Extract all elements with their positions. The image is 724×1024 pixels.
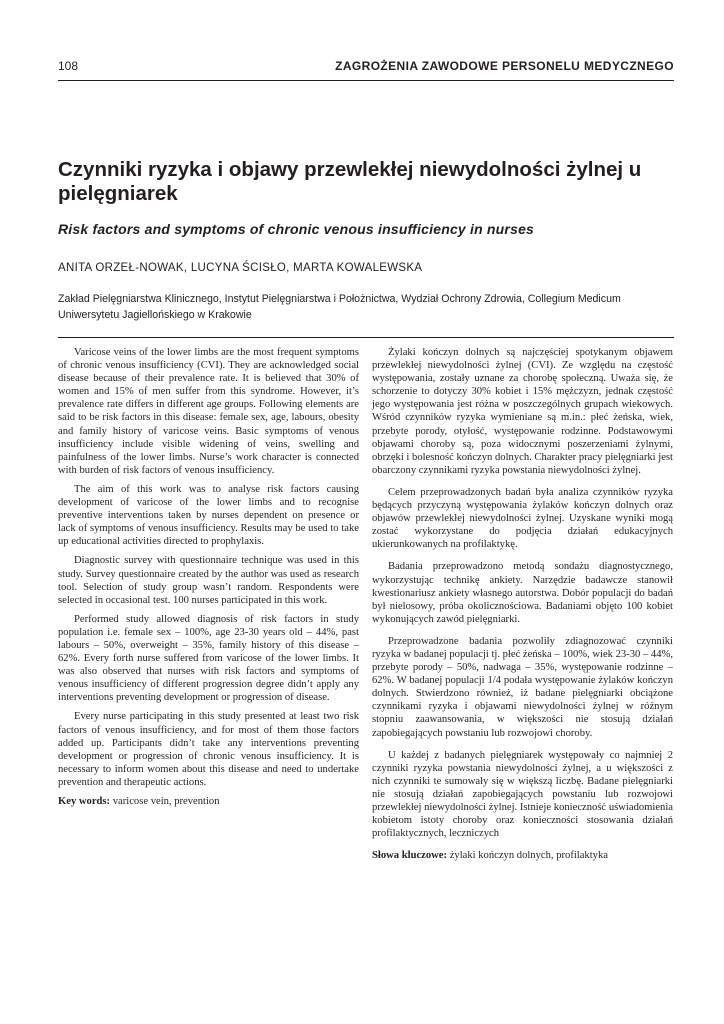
- abstract-en-paragraph: Every nurse participating in this study presented at least two risk factors of venous insufficiency, and for most of them those factors added up. Participants didn’t take any interventions preventing development or progression of chronic venous insufficiency. It is necessary to inform women about this disease and need to undertake prevention and therapeutic actions.: [58, 711, 359, 788]
- article-title-english: Risk factors and symptoms of chronic venous insufficiency in nurses: [58, 221, 535, 237]
- abstract-en-paragraph: Performed study allowed diagnosis of risk factors in study population i.e. female sex – 100%, age 23-30 years old – 44%, past labours – 50%, overweight – 35%, family history of this disease – 62%. Every forth nurse suffered from varicose of the lower limbs. It was also observed that nurses with risk factors and symptoms of venous insufficiency of different progression degree didn’t apply any interventions preventing development or progression of disease.: [58, 613, 359, 704]
- abstract-en-paragraph: The aim of this work was to analyse risk factors causing development of varicose of the lower limbs and to recognise preventive interventions taken by nurses dependent on presence or lack of symptoms of venous insufficiency. Results may be used to take up educational activities directed to prophylaxis.: [58, 483, 359, 548]
- abstract-pl-paragraph: Żylaki kończyn dolnych są najczęściej spotykanym objawem przewlekłej niewydolności żylnej (CVI). Ze względu na częstość występowania, zostały uznane za chorobę społeczną. Uważa się, że schorzenie to dotyczy 30% kobiet i 15% mężczyzn, jednak częstość jego występowania jest różna w poszczególnych grupach wiekowych. Wśród czynników ryzyka wymieniane są m.in.: płeć żeńska, wiek, przebyte porody, otyłość, występowanie rodzinne. Podstawowymi objawami choroby są, poza widocznymi poszerzeniami żylnymi, obrzęki i bolesność kończyn dolnych. Charakter pracy pielęgniarki jest obarczony czynnikami ryzyka powstania niewydolności żylnej.: [372, 347, 673, 476]
- keywords-label-english: Key words:: [58, 796, 111, 807]
- abstract-english-column: [58, 346, 359, 814]
- keywords-english: [58, 795, 359, 808]
- article-title-polish: Czynniki ryzyka i objawy przewlekłej niewydolności żylnej u pielęgniarek: [58, 158, 642, 205]
- keywords-label-polish: Słowa kluczowe:: [372, 850, 448, 862]
- keywords-value-english: varicose vein, prevention: [112, 796, 220, 807]
- abstract-pl-paragraph: Celem przeprowadzonych badań była analiza czynników ryzyka będących przyczyną występowania żylaków kończyn dolnych oraz objawów przewlekłej niewydolności żylnej. Uzyskane wyniki mogą zostać wykorzystane do podjęcia działań edukacyjnych ukierunkowanych na profilaktykę.: [372, 486, 673, 551]
- abstract-polish-column: [372, 346, 673, 871]
- section-divider: [58, 337, 674, 338]
- author-affiliation: Zakład Pielęgniarstwa Klinicznego, Instytut Pielęgniarstwa i Położnictwa, Wydział Ochrony Zdrowia, Collegium Medicum Uniwersytetu Jagiellońskiego w Krakowie: [58, 293, 621, 321]
- abstract-pl-paragraph: U każdej z badanych pielęgniarek występowały co najmniej 2 czynniki ryzyka powstania niewydolności żylnej, a u większości z nich czynniki te sumowały się w większą liczbę. Badane pielęgniarki nie stosują działań zapobiegających powstaniu lub rozwojowi przewlekłej niewydolności żylnej. Istnieje konieczność uświadomienia kobietom istoty choroby oraz konieczności stosowania działań profilaktycznych, leczniczych: [372, 749, 673, 840]
- abstract-en-paragraph: Diagnostic survey with questionnaire technique was used in this study. Survey questionnaire created by the author was used as research tool. Selection of study group wasn’t random. Respondents were selected in occasional test. 100 nurses participated in this work.: [58, 555, 359, 606]
- abstract-pl-paragraph: Badania przeprowadzono metodą sondażu diagnostycznego, wykorzystując technikę ankiety. Narzędzie badawcze stanowił kwestionariusz ankiety własnego autorstwa. Dobór populacji do badań był nielosowy, próba okolicznościowa. Badaniami objęto 100 kobiet wykonujących zawód pielęgniarki.: [372, 561, 673, 625]
- abstract-en-paragraph: Varicose veins of the lower limbs are the most frequent symptoms of chronic venous insufficiency (CVI). They are acknowledged social disease because of their prevalence rate. It is believed that 30% of women and 15% of men suffer from this syndrome. However, it’s prevalence rate differs in different age groups. Following elements are said to be risk factors in this disease: female sex, age, labours, obesity and family history of varicose veins. Basic symptoms of venous insufficiency include visible widening of veins, swelling and painfulness of the lower limbs. Nurse’s work character is connected with burden of risk factors of venous insufficiency.: [58, 347, 359, 476]
- running-header: [58, 58, 674, 81]
- journal-section-title: ZAGROŻENIA ZAWODOWE PERSONELU MEDYCZNEGO: [335, 59, 674, 73]
- keywords-value-polish: żylaki kończyn dolnych, profilaktyka: [449, 850, 608, 862]
- author-list: ANITA ORZEŁ-NOWAK, LUCYNA ŚCISŁO, MARTA KOWALEWSKA: [58, 262, 423, 274]
- page-number: 108: [58, 59, 79, 73]
- abstract-pl-paragraph: Przeprowadzone badania pozwoliły zdiagnozować czynniki ryzyka w badanej populacji tj. płeć żeńska – 100%, wiek 23-30 – 44%, przebyte porody – 50%, nadwaga – 35%, występowanie rodzinne – 62%. W badanej populacji 1/4 podała występowanie żylaków kończyn dolnych. Stwierdzono również, iż badane pielęgniarki obciążone czynnikami ryzyka i objawami niewydolności żylnej w różnym stopniu zaawansowania, w większości nie stosują działań zapobiegających powstaniu lub rozwojowi choroby.: [372, 635, 673, 739]
- keywords-polish: [372, 849, 673, 862]
